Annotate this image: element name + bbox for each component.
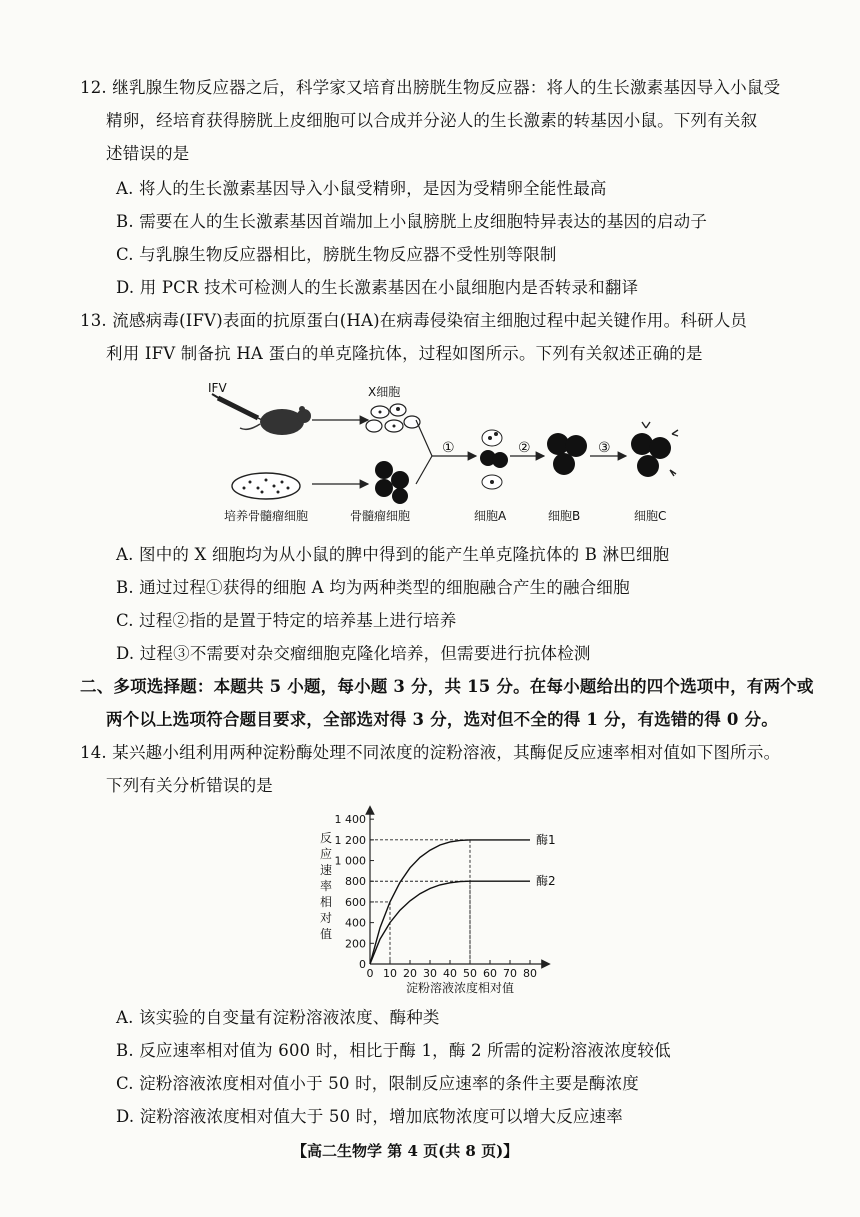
q14-option-a: A. 该实验的自变量有淀粉溶液浓度、酶种类 <box>116 1008 440 1027</box>
section2-heading-line2: 两个以上选项符合题目要求，全部选对得 3 分，选对但不全的得 1 分，有选错的得 0 分。 <box>106 710 778 729</box>
q14-option-d: D. 淀粉溶液浓度相对值大于 50 时，增加底物浓度可以增大反应速率 <box>116 1107 623 1126</box>
y-tick-label: 1 400 <box>334 813 366 827</box>
x-tick-label: 20 <box>403 967 417 980</box>
step-2-label: ② <box>518 440 531 456</box>
q12-stem-line3: 述错误的是 <box>106 144 190 163</box>
x-tick-label: 60 <box>483 967 497 980</box>
y-axis-label-char: 对 <box>319 911 333 925</box>
q12-option-d: D. 用 PCR 技术可检测人的生长激素基因在小鼠细胞内是否转录和翻译 <box>116 278 639 297</box>
y-axis-label-char: 相 <box>319 895 333 909</box>
cell-b-group <box>547 433 587 475</box>
x-tick-label: 40 <box>443 967 457 980</box>
q13-option-b: B. 通过过程①获得的细胞 A 均为两种类型的细胞融合产生的融合细胞 <box>116 578 630 597</box>
series-label-1: 酶1 <box>536 832 556 847</box>
y-tick-label: 0 <box>359 958 366 971</box>
q14-stem-line2: 下列有关分析错误的是 <box>106 776 273 795</box>
q12-option-b: B. 需要在人的生长激素基因首端加上小鼠膀胱上皮细胞特异表达的基因的启动子 <box>116 212 708 231</box>
y-tick-label: 1 000 <box>334 854 366 868</box>
series-line-1 <box>370 840 530 964</box>
x-tick-label: 10 <box>383 967 397 980</box>
x-tick-label: 0 <box>366 967 374 980</box>
q12-stem-line2: 精卵，经培育获得膀胱上皮细胞可以合成并分泌人的生长激素的转基因小鼠。下列有关叙 <box>106 111 758 130</box>
cell-a-group <box>480 430 508 489</box>
q13-stem-line2: 利用 IFV 制备抗 HA 蛋白的单克隆抗体，过程如图所示。下列有关叙述正确的是 <box>106 344 703 363</box>
q14-option-c: C. 淀粉溶液浓度相对值小于 50 时，限制反应速率的条件主要是酶浓度 <box>116 1074 640 1093</box>
myeloma-cells <box>375 461 409 504</box>
q12-option-c: C. 与乳腺生物反应器相比，膀胱生物反应器不受性别等限制 <box>116 245 557 264</box>
y-tick-label: 400 <box>345 916 366 930</box>
q14-option-b: B. 反应速率相对值为 600 时，相比于酶 1，酶 2 所需的淀粉溶液浓度较低 <box>116 1041 671 1060</box>
myeloma-label: 骨髓瘤细胞 <box>350 509 411 523</box>
q13-option-a: A. 图中的 X 细胞均为从小鼠的脾中得到的能产生单克隆抗体的 B 淋巴细胞 <box>116 545 670 564</box>
y-tick-label: 1 200 <box>334 833 366 847</box>
q13-option-c: C. 过程②指的是置于特定的培养基上进行培养 <box>116 611 457 630</box>
y-axis-label-char: 值 <box>319 927 333 941</box>
culture-label: 培养骨髓瘤细胞 <box>224 509 309 523</box>
q13-option-d: D. 过程③不需要对杂交瘤细胞克隆化培养，但需要进行抗体检测 <box>116 644 591 663</box>
x-tick-label: 80 <box>523 967 537 980</box>
page-footer: 【高二生物学 第 4 页(共 8 页)】 <box>292 1142 519 1160</box>
y-axis-label-char: 率 <box>319 879 333 893</box>
q14-chart <box>310 800 580 998</box>
cell-c-group <box>631 433 671 477</box>
mouse-icon <box>240 406 311 435</box>
series-label-2: 酶2 <box>536 874 556 889</box>
q14-stem-line1: 14. 某兴趣小组利用两种淀粉酶处理不同浓度的淀粉溶液，其酶促反应速率相对值如下图所示。 <box>80 743 781 762</box>
cell-b-label: 细胞B <box>548 509 581 523</box>
x-cells <box>366 404 420 432</box>
culture-dish-icon <box>232 473 300 499</box>
q13-diagram <box>200 372 680 532</box>
y-axis-label-char: 反 <box>319 831 333 845</box>
y-tick-label: 600 <box>345 895 366 909</box>
section2-heading-line1: 二、多项选择题：本题共 5 小题，每小题 3 分，共 15 分。在每小题给出的四个选项中，有两个或 <box>80 677 814 696</box>
q12-option-a: A. 将人的生长激素基因导入小鼠受精卵，是因为受精卵全能性最高 <box>116 179 607 198</box>
y-tick-label: 200 <box>345 937 366 951</box>
q12-stem-line1: 12. 继乳腺生物反应器之后，科学家又培育出膀胱生物反应器：将人的生长激素基因导入小鼠受 <box>80 78 781 97</box>
x-tick-label: 70 <box>503 967 517 980</box>
x-axis-label: 淀粉溶液浓度相对值 <box>405 981 515 995</box>
x-tick-label: 30 <box>423 967 437 980</box>
x-tick-label: 50 <box>463 967 477 980</box>
step-3-label: ③ <box>598 440 611 456</box>
step-1-label: ① <box>442 440 455 456</box>
q13-stem-line1: 13. 流感病毒(IFV)表面的抗原蛋白(HA)在病毒侵染宿主细胞过程中起关键作用。科研人员 <box>80 311 748 330</box>
ifv-label: IFV <box>208 381 227 395</box>
y-axis-label-char: 应 <box>319 847 333 861</box>
y-tick-label: 800 <box>345 875 366 889</box>
y-axis-label-char: 速 <box>319 863 333 877</box>
x-cell-label: X细胞 <box>368 385 401 399</box>
cell-a-label: 细胞A <box>474 509 507 523</box>
cell-c-label: 细胞C <box>634 509 667 523</box>
